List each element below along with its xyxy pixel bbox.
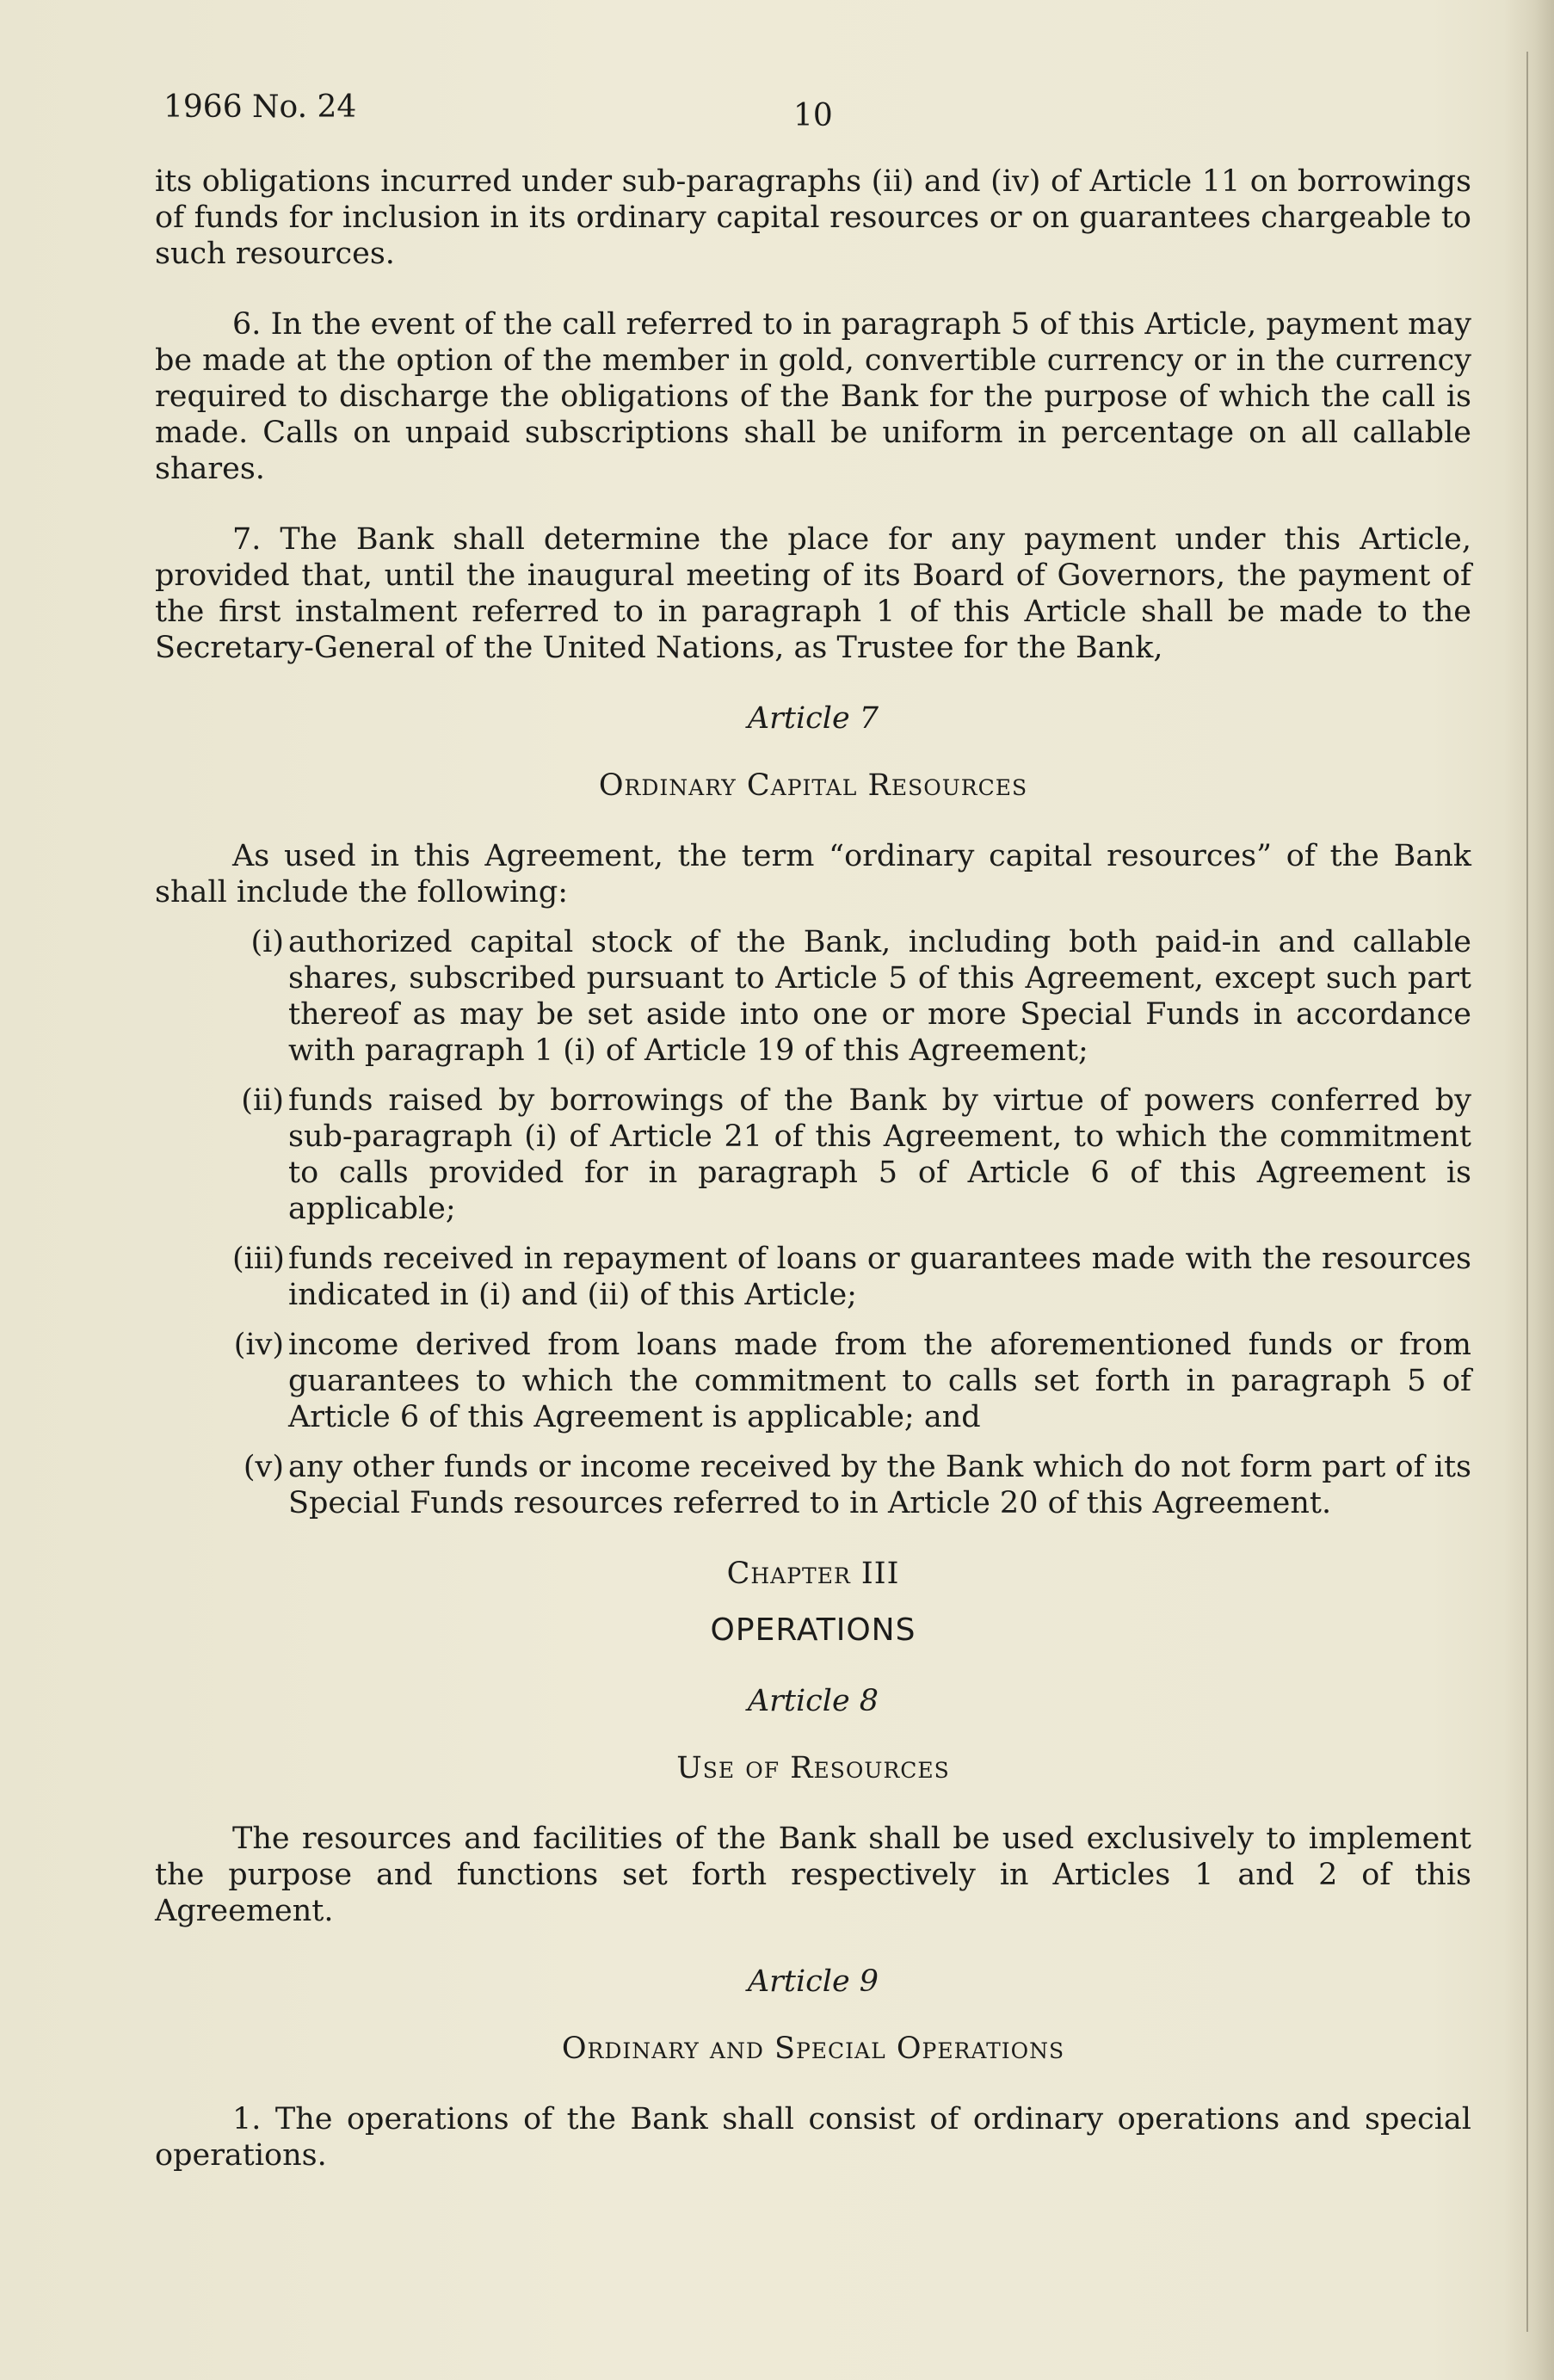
paragraph-6: 6. In the event of the call referred to in paragraph 5 of this Article, payment may be made at the option of the member in gold, convertible currency or in the currency required to discharge the obligations of the Bank for the purpose of which the call is made. Calls on unpaid subscriptions shall be uniform in percentage on all callable shares. (155, 307, 1471, 486)
list-item (155, 1082, 1471, 1227)
running-header (163, 86, 1471, 138)
article-9-paragraph-1: 1. The operations of the Bank shall consist of ordinary operations and special operations. (155, 2102, 1471, 2173)
article-8-heading: Article 8 (747, 1684, 879, 1718)
header-year-number: 1966 No. 24 (163, 89, 357, 125)
list-item (155, 1327, 1471, 1435)
article-7-intro: As used in this Agreement, the term “ordinary capital resources” of the Bank shall include the following: (155, 839, 1471, 909)
list-item-number: (iv) (233, 1328, 284, 1362)
page-number: 10 (793, 98, 833, 133)
page-edge-shadow (1504, 0, 1554, 2380)
article-8-text: The resources and facilities of the Bank shall be used exclusively to implement the purpose and functions set forth respectively in Articles 1 and 2 of this Agreement. (155, 1822, 1471, 1928)
list-item-number: (ii) (241, 1083, 284, 1118)
list-item (155, 1241, 1471, 1313)
list-item-number: (iii) (232, 1242, 285, 1276)
list-item-text: income derived from loans made from the aforementioned funds or from guarantees to which the commitment to calls set forth in paragraph 5 of Article 6 of this Agreement is applicable; and (288, 1328, 1471, 1434)
paragraph-continuation: its obligations incurred under sub-paragraphs (ii) and (iv) of Article 11 on borrowings of funds for inclusion in its ordinary capital resources or on guarantees chargeable to such resources. (155, 164, 1471, 271)
article-9-heading: Article 9 (747, 1964, 879, 1999)
chapter-label: Chapter III (726, 1557, 900, 1591)
list-item-text: any other funds or income received by the Bank which do not form part of its Special Funds resources referred to in Article 20 of this Agreement. (288, 1450, 1471, 1520)
list-item (155, 924, 1471, 1069)
list-item-text: authorized capital stock of the Bank, including both paid-in and callable shares, subscribed pursuant to Article 5 of this Agreement, except such part thereof as may be set aside into one or more Special Funds in accordance with paragraph 1 (i) of Article 19 of this Agreement; (288, 925, 1471, 1068)
list-item-text: funds raised by borrowings of the Bank by virtue of powers conferred by sub-paragraph (i) of Article 21 of this Agreement, to which the commitment to calls provided for in paragraph 5 of Article 6 of this Agreement is applicable; (288, 1083, 1471, 1226)
article-7-title: Ordinary Capital Resources (598, 768, 1028, 803)
paragraph-7: 7. The Bank shall determine the place for any payment under this Article, provided that, until the inaugural meeting of its Board of Governors, the payment of the first instalment referred to in paragraph 1 of this Article shall be made to the Secretary-General of the United Nations, as Trustee for the Bank, (155, 522, 1471, 665)
article-8-title: Use of Resources (676, 1751, 950, 1785)
page-edge-line (1526, 52, 1528, 2332)
list-item-number: (i) (250, 925, 284, 959)
list-item-text: funds received in repayment of loans or guarantees made with the resources indicated in (i) and (ii) of this Article; (288, 1242, 1471, 1312)
list-item (155, 1449, 1471, 1521)
chapter-title: OPERATIONS (710, 1612, 916, 1648)
article-7-list (155, 924, 1471, 1521)
body-text (155, 163, 1471, 2208)
list-item-number: (v) (243, 1450, 284, 1484)
article-9-title: Ordinary and Special Operations (561, 2032, 1065, 2066)
article-7-heading: Article 7 (747, 701, 879, 736)
